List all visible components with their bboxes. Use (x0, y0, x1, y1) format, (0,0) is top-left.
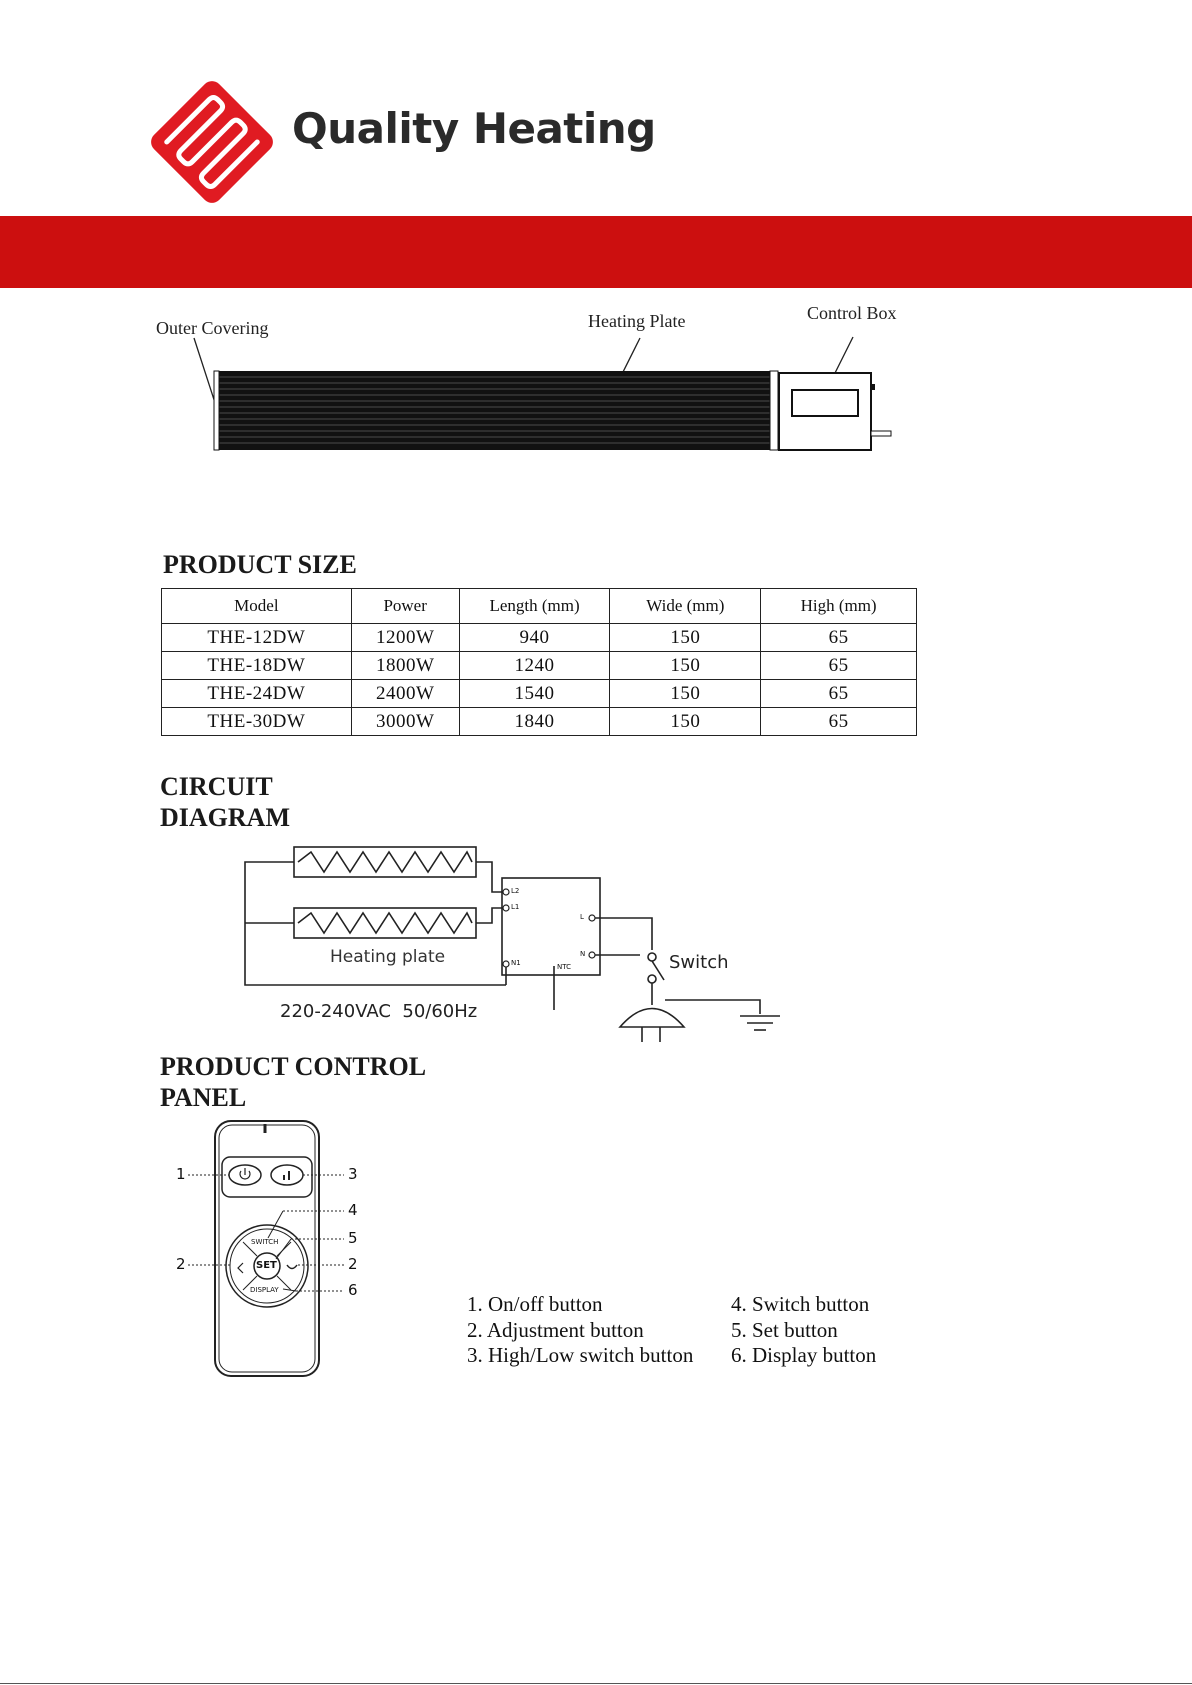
cell-model: THE-18DW (162, 652, 352, 680)
cell-length: 1540 (459, 680, 610, 708)
brand-name: Quality Heating (292, 104, 656, 153)
cell-model: THE-30DW (162, 708, 352, 736)
callout-1: 1 (176, 1165, 186, 1183)
switch-label: Switch (669, 952, 729, 973)
cell-high: 65 (761, 652, 917, 680)
callout-5: 5 (348, 1229, 358, 1247)
cell-power: 1800W (351, 652, 459, 680)
callout-2-right: 2 (348, 1255, 358, 1273)
product-size-title: PRODUCT SIZE (163, 550, 357, 579)
cell-wide: 150 (610, 652, 761, 680)
cell-wide: 150 (610, 708, 761, 736)
legend-item-switch: 4. Switch button (731, 1292, 870, 1316)
legend-item-adjustment: 2. Adjustment button (467, 1318, 644, 1342)
callout-6: 6 (348, 1281, 358, 1299)
callout-2-left: 2 (176, 1255, 186, 1273)
label-heating-plate: Heating Plate (588, 311, 686, 331)
legend-item-display: 6. Display button (731, 1343, 877, 1367)
header-wide: Wide (mm) (610, 589, 761, 624)
pin-l1: L1 (511, 903, 520, 911)
cell-high: 65 (761, 680, 917, 708)
cell-power: 2400W (351, 680, 459, 708)
pin-l: L (580, 913, 584, 921)
circuit-title-line1: CIRCUIT (160, 772, 273, 801)
pin-l2: L2 (511, 887, 520, 895)
cell-high: 65 (761, 624, 917, 652)
page-bottom-rule (0, 1683, 1192, 1684)
header-model: Model (162, 589, 352, 624)
header-power: Power (351, 589, 459, 624)
cell-high: 65 (761, 708, 917, 736)
label-outer-covering: Outer Covering (156, 318, 269, 338)
cell-wide: 150 (610, 680, 761, 708)
legend-item-highlow: 3. High/Low switch button (467, 1343, 694, 1367)
heating-plate-label: Heating plate (330, 947, 446, 967)
remote-display-label: DISPLAY (250, 1286, 279, 1294)
cell-model: THE-12DW (162, 624, 352, 652)
pin-ntc: NTC (557, 963, 571, 971)
voltage-label: 220-240VAC 50/60Hz (280, 1001, 478, 1022)
cell-model: THE-24DW (162, 680, 352, 708)
header-high: High (mm) (761, 589, 917, 624)
legend-item-set: 5. Set button (731, 1318, 838, 1342)
remote-switch-label: SWITCH (251, 1238, 279, 1246)
cell-length: 1240 (459, 652, 610, 680)
label-control-box: Control Box (807, 303, 897, 323)
cell-length: 1840 (459, 708, 610, 736)
callout-3: 3 (348, 1165, 358, 1183)
header-length: Length (mm) (459, 589, 610, 624)
pin-n: N (580, 950, 586, 958)
cell-length: 940 (459, 624, 610, 652)
pin-n1: N1 (511, 959, 521, 967)
control-panel-title-line1: PRODUCT CONTROL (160, 1052, 427, 1081)
control-panel-title-line2: PANEL (160, 1083, 247, 1112)
cell-power: 3000W (351, 708, 459, 736)
callout-4: 4 (348, 1201, 358, 1219)
cell-power: 1200W (351, 624, 459, 652)
circuit-title-line2: DIAGRAM (160, 803, 290, 832)
remote-set-label: SET (256, 1260, 277, 1271)
legend-item-onoff: 1. On/off button (467, 1292, 603, 1316)
cell-wide: 150 (610, 624, 761, 652)
